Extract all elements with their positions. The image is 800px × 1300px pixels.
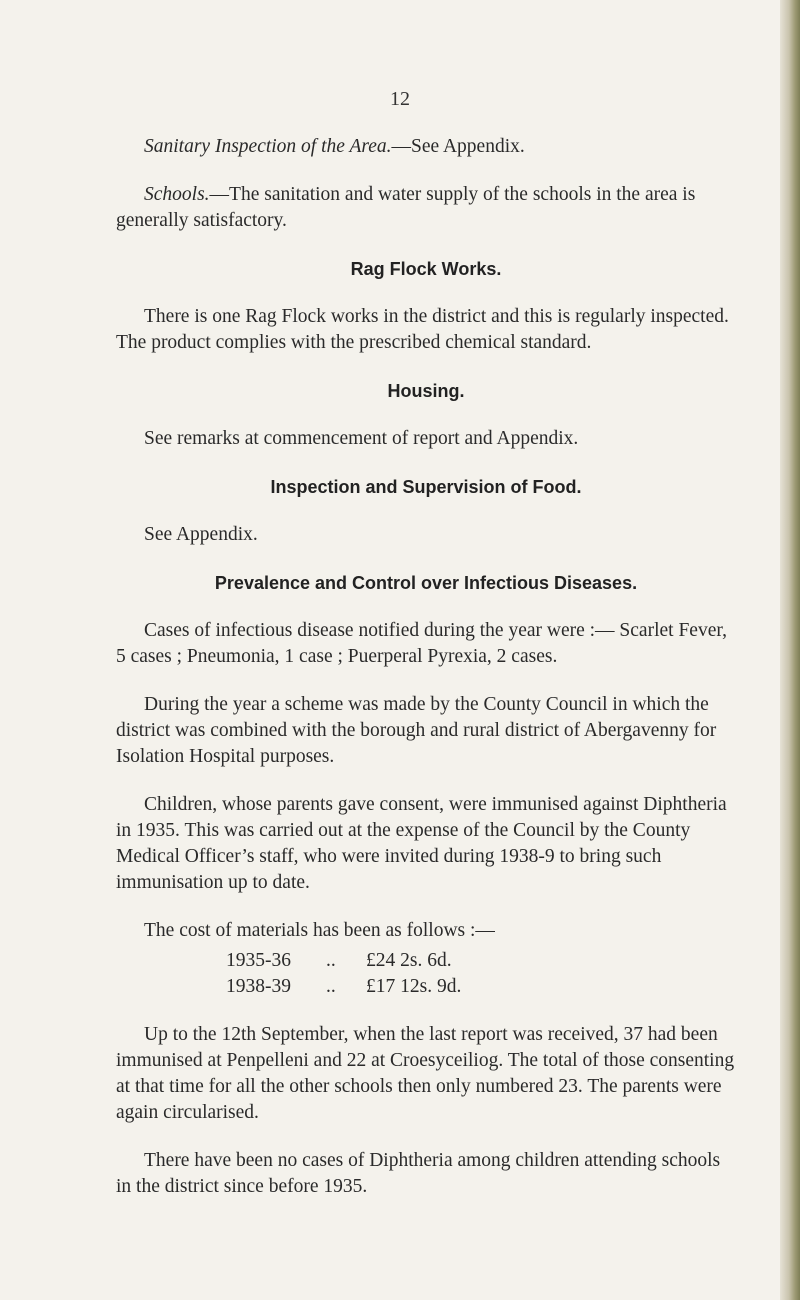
schools-title: Schools.: [144, 184, 210, 205]
sanitary-inspection-text: —See Appendix.: [391, 136, 525, 157]
schools-paragraph: [116, 182, 736, 234]
diseases-notified-paragraph: Cases of infectious disease notified during the year were :— Scarlet Fever, 5 cases ; Pneumonia, 1 case ; Puerperal Pyrexia, 2 cases.: [116, 620, 727, 667]
housing-heading: Housing.: [387, 381, 465, 401]
schools-text: —The sanitation and water supply of the schools in the area is generally satisfactory.: [116, 184, 696, 231]
cost-leader-dots: ..: [326, 950, 336, 971]
cost-table: [226, 948, 736, 1000]
sanitary-inspection-paragraph: [116, 134, 736, 160]
immunisation-progress-paragraph: Up to the 12th September, when the last report was received, 37 had been immunised at Penpelleni and 22 at Croesyceiliog. The total of those consenting at that time for all the other schools then only numbered 23. The parents were again circularised.: [116, 1024, 735, 1123]
no-diphtheria-paragraph: There have been no cases of Diphtheria among children attending schools in the district since before 1935.: [116, 1150, 721, 1197]
sanitary-inspection-title: Sanitary Inspection of the Area.: [144, 136, 392, 157]
cost-amount: £24 2s. 6d.: [366, 950, 452, 971]
rag-flock-paragraph: There is one Rag Flock works in the district and this is regularly inspected. The product complies with the prescribed chemical standard.: [116, 306, 729, 353]
food-paragraph: See Appendix.: [144, 524, 258, 545]
housing-paragraph: See remarks at commencement of report and Appendix.: [144, 428, 579, 449]
page-content: [116, 134, 736, 1222]
diseases-heading: Prevalence and Control over Infectious Diseases.: [214, 573, 638, 593]
food-heading: Inspection and Supervision of Food.: [270, 477, 582, 497]
cost-year: 1938-39: [226, 976, 291, 997]
cost-amount: £17 12s. 9d.: [366, 976, 462, 997]
rag-flock-heading: Rag Flock Works.: [350, 259, 502, 279]
immunisation-paragraph: Children, whose parents gave consent, were immunised against Diphtheria in 1935. This was carried out at the expense of the Council by the County Medical Officer’s staff, who were invited during 1938-9 to bring such immunisation up to date.: [116, 794, 727, 893]
cost-row: [226, 948, 736, 974]
cost-year: 1935-36: [226, 950, 291, 971]
isolation-scheme-paragraph: During the year a scheme was made by the County Council in which the district was combined with the borough and rural district of Abergavenny for Isolation Hospital purposes.: [116, 694, 717, 767]
page-edge-shadow: [780, 0, 800, 1300]
cost-leader-dots: ..: [326, 976, 336, 997]
cost-row: [226, 974, 736, 1000]
page-number: 12: [390, 88, 410, 110]
cost-intro-paragraph: The cost of materials has been as follows :—: [144, 920, 495, 941]
